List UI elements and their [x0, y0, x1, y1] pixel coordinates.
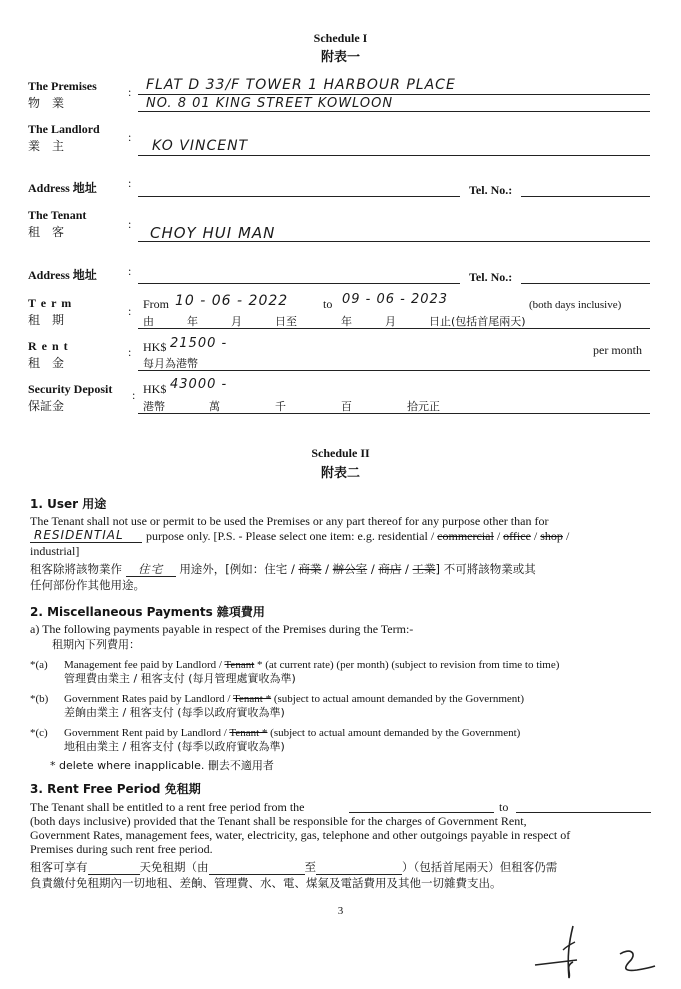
tenant-name: CHOY HUI MAN	[150, 224, 276, 242]
term-label-zh: 租 期	[28, 313, 65, 327]
rent-prefix: HK$	[143, 340, 167, 354]
deposit-colon: :	[132, 388, 136, 402]
section-3-zh-to-line	[316, 860, 402, 875]
section-2-item-c-mark: *(c)	[30, 727, 48, 739]
section-1-zh-strike-3: 商店	[378, 562, 402, 576]
section-1-text-2a: purpose only. [P.S. - Please select one item: e.g. residential /	[146, 529, 435, 543]
schedule-2-title: Schedule II	[311, 446, 370, 460]
section-3-zh-1b: 天免租期（由	[139, 860, 209, 874]
section-3-zh-days-line	[88, 860, 140, 875]
premises-underline-2	[138, 111, 650, 112]
schedule-2-title-zh: 附表二	[320, 466, 360, 481]
landlord-colon: :	[128, 130, 132, 144]
section-1-zh-strike-1: 商業	[298, 562, 322, 576]
section-2-a-zh: 租期內下列費用：	[52, 638, 140, 651]
section-1-zh-handwritten: 住宅	[126, 562, 176, 577]
section-2-item-c-strike: Tenant *	[229, 727, 268, 739]
term-underline	[138, 328, 650, 329]
landlord-address-colon: :	[128, 176, 132, 190]
section-1-zh-1c: ] 不可將該物業或其	[435, 562, 536, 576]
section-2-item-b-zh: 差餉由業主 / 租客支付 (每季以政府實收為準)	[64, 706, 285, 719]
section-2-note: * delete where inapplicable. 刪去不適用者	[50, 759, 274, 772]
section-1-use-handwritten: RESIDENTIAL	[34, 528, 124, 542]
tenant-label: The Tenant	[28, 208, 87, 222]
tenant-tel-label: Tel. No.:	[469, 270, 513, 284]
page-number: 3	[337, 905, 344, 917]
section-2-item-b-text-b: (subject to actual amount demanded by the Government)	[273, 693, 525, 705]
section-3-zh-from-line	[209, 860, 305, 875]
tenant-address-label: Address 地址	[28, 268, 97, 282]
section-2-item-a-mark: *(a)	[30, 659, 48, 671]
rent-value: 21500 -	[170, 336, 228, 351]
landlord-label-zh: 業 主	[28, 139, 65, 153]
section-2-a: a) The following payments payable in respect of the Premises during the Term:-	[30, 622, 414, 636]
landlord-underline	[138, 155, 650, 156]
section-2-item-a-zh: 管理費由業主 / 租客支付 (每月管理處實收為準)	[64, 672, 296, 685]
rent-zh: 每月為港幣	[143, 357, 198, 370]
schedule-1-title-zh: 附表一	[320, 50, 360, 65]
section-2-item-c-zh: 地租由業主 / 租客支付 (每季以政府實收為準)	[64, 740, 285, 753]
rent-underline	[138, 370, 650, 371]
schedule-1-title: Schedule I	[313, 31, 368, 45]
rent-label-zh: 租 金	[28, 356, 65, 370]
section-1-text-2: purpose only. [P.S. - Please select one item: e.g. residential / commercial / office / shop /	[146, 529, 570, 543]
section-3-from-line	[349, 812, 494, 813]
section-3-text-3: Government Rates, management fees, water, electricity, gas, telephone and other outgoings payable in respect of	[30, 828, 571, 842]
tenant-colon: :	[128, 217, 132, 231]
deposit-zh: 港幣 萬 千 百 拾元正	[143, 400, 440, 413]
deposit-value: 43000 -	[170, 377, 228, 392]
premises-label: The Premises	[28, 79, 97, 93]
section-2-item-b	[64, 692, 524, 706]
section-3-to-line	[516, 812, 651, 813]
tenant-address-colon: :	[128, 264, 132, 278]
section-3-zh-1d: ）（包括首尾兩天）但租客仍需	[402, 860, 558, 874]
premises-label-zh: 物 業	[28, 96, 65, 110]
landlord-tel-label: Tel. No.:	[469, 183, 513, 197]
section-2-item-c	[64, 726, 520, 740]
premises-underline-1	[138, 94, 650, 95]
section-1-heading: 1. User 用途	[30, 497, 107, 511]
tenant-address-line	[138, 283, 460, 284]
section-2-item-b-text-a: Government Rates paid by Landlord /	[64, 693, 231, 705]
section-1-zh-1: 租客除將該物業作 住宅 用途外，[例如：住宅 / 商業 / 辦公室 / 商店 / 工業] 不可將該物業或其	[30, 562, 536, 576]
section-2-item-b-mark: *(b)	[30, 693, 49, 705]
section-1-zh-1a: 租客除將該物業作	[30, 562, 122, 576]
tenant-label-zh: 租 客	[28, 225, 65, 239]
section-1-zh-strike-2: 辦公室	[332, 562, 368, 576]
rent-colon: :	[128, 345, 132, 359]
section-2-item-a	[64, 658, 559, 672]
term-from-value: 10 - 06 - 2022	[175, 293, 289, 309]
section-3-zh-2: 負責繳付免租期內一切地租、差餉、管理費、水、電、煤氣及電話費用及其他一切雜費支出。	[30, 876, 502, 890]
section-1-text-1: The Tenant shall not use or permit to be used the Premises or any part thereof for any purpose other than for	[30, 514, 549, 528]
term-inclusive: (both days inclusive)	[529, 299, 622, 311]
deposit-prefix: HK$	[143, 382, 167, 396]
rent-per-month: per month	[593, 343, 642, 357]
rent-label: R e n t	[28, 339, 69, 353]
section-3-text-4: Premises during such rent free period.	[30, 842, 213, 856]
term-to-label: to	[323, 297, 333, 311]
section-1-industrial: industrial]	[30, 544, 80, 558]
premises-line-2: NO. 8 01 KING STREET KOWLOON	[146, 96, 394, 111]
premises-line-1: FLAT D 33/F TOWER 1 HARBOUR PLACE	[146, 77, 456, 93]
section-3-heading: 3. Rent Free Period 免租期	[30, 782, 201, 796]
initials-signature	[525, 920, 675, 982]
tenant-underline	[138, 241, 650, 242]
section-2-item-a-strike: Tenant	[224, 659, 255, 671]
section-3-zh-1	[30, 860, 557, 875]
term-to-value: 09 - 06 - 2023	[342, 292, 449, 307]
section-1-zh-strike-4: 工業	[412, 562, 436, 576]
section-3-to: to	[499, 800, 509, 814]
section-1-use-line	[30, 542, 142, 543]
section-3-text-2: (both days inclusive) provided that the Tenant shall be responsible for the charges of Government Rent,	[30, 814, 527, 828]
term-colon: :	[128, 304, 132, 318]
section-1-commercial: commercial	[437, 529, 494, 543]
premises-colon: :	[128, 85, 132, 99]
deposit-label: Security Deposit	[28, 382, 113, 396]
term-from-label: From	[143, 297, 170, 311]
landlord-label: The Landlord	[28, 122, 100, 136]
section-2-item-b-strike: Tenant *	[233, 693, 272, 705]
landlord-address-line	[138, 196, 460, 197]
section-2-item-c-text-b: (subject to actual amount demanded by the Government)	[270, 727, 521, 739]
section-3-zh-1c: 至	[304, 860, 316, 874]
tenant-tel-line	[521, 283, 650, 284]
deposit-underline	[138, 413, 650, 414]
landlord-address-label: Address 地址	[28, 181, 97, 195]
section-1-office: office	[503, 529, 531, 543]
section-2-item-a-text-b: * (at current rate) (per month) (subject to revision from time to time)	[257, 659, 560, 671]
deposit-label-zh: 保証金	[28, 399, 65, 413]
section-3-text-1: The Tenant shall be entitled to a rent free period from the	[30, 800, 305, 814]
term-zh-line: 由 年 月 日至 年 月 日止(包括首尾兩天)	[143, 315, 526, 328]
landlord-tel-line	[521, 196, 650, 197]
section-2-item-c-text-a: Government Rent paid by Landlord /	[64, 727, 227, 739]
term-label: T e r m	[28, 296, 73, 310]
section-2-heading: 2. Miscellaneous Payments 雜項費用	[30, 605, 265, 619]
section-1-zh-2: 任何部份作其他用途。	[30, 578, 145, 592]
section-2-item-a-text-a: Management fee paid by Landlord /	[64, 659, 222, 671]
section-1-shop: shop	[540, 529, 563, 543]
section-3-zh-1a: 租客可享有	[30, 860, 88, 874]
section-1-zh-1b: 用途外，[例如：住宅 /	[179, 562, 295, 576]
landlord-name: KO VINCENT	[152, 138, 249, 154]
